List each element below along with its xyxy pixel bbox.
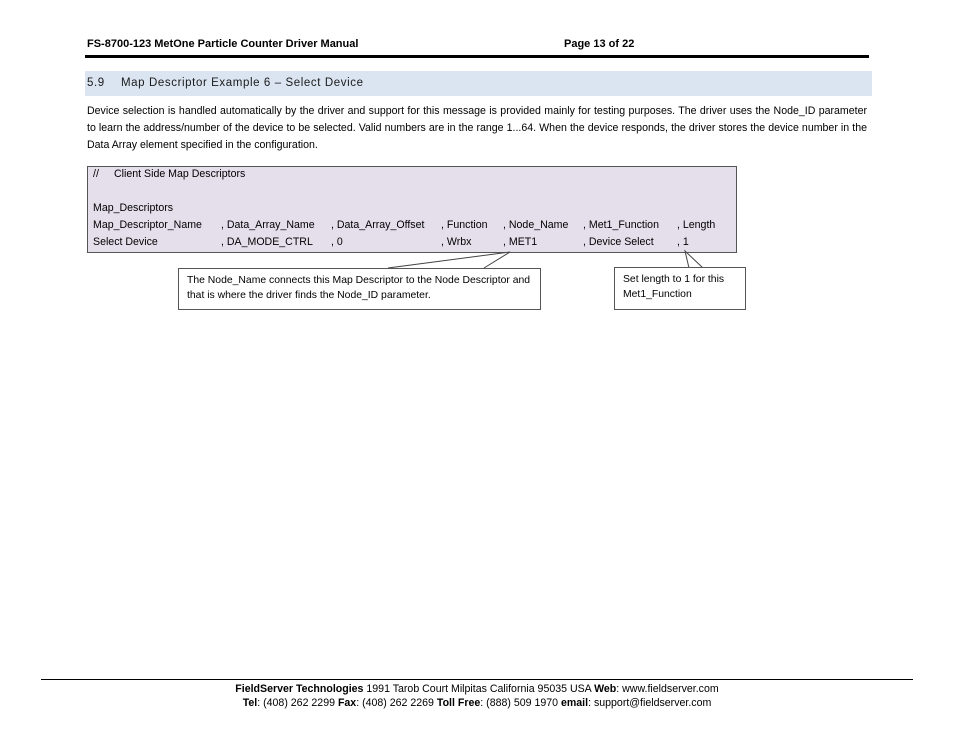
footer-tollfree-label: Toll Free xyxy=(436,697,481,709)
footer-line-1 xyxy=(0,683,954,695)
row-cell: , Wrbx xyxy=(441,236,472,248)
footer-web-link[interactable]: : www.fieldserver.com xyxy=(616,683,719,695)
footer-tel-value: : (408) 262 2299 xyxy=(257,697,338,709)
footer-tollfree-value: : (888) 509 1970 xyxy=(480,697,561,709)
header-cell: , Node_Name xyxy=(503,219,569,231)
comment-slashes: // xyxy=(93,168,99,180)
footer-address: 1991 Tarob Court Milpitas California 95035 USA xyxy=(363,683,595,695)
row-cell: , Device Select xyxy=(583,236,654,248)
header-cell: , Function xyxy=(441,219,488,231)
footer-line-2 xyxy=(0,697,954,709)
page-number: Page 13 of 22 xyxy=(564,38,635,50)
footer-email-link[interactable]: : support@fieldserver.com xyxy=(588,697,712,709)
document-title: FS-8700-123 MetOne Particle Counter Driver Manual xyxy=(87,38,359,50)
footer-fax-value: : (408) 262 2269 xyxy=(356,697,437,709)
callout-pointer-length xyxy=(685,251,703,268)
footer-email-label: email xyxy=(560,697,589,709)
footer-company: FieldServer Technologies xyxy=(235,683,364,695)
callout-node-name: The Node_Name connects this Map Descriptor to the Node Descriptor and that is where the driver finds the Node_ID parameter. xyxy=(178,268,541,310)
header-cell: , Met1_Function xyxy=(583,219,659,231)
header-cell: Map_Descriptor_Name xyxy=(93,219,202,231)
section-number: 5.9 xyxy=(87,77,105,89)
body-paragraph: Device selection is handled automatically by the driver and support for this message is provided mainly for testing purposes. The driver uses the Node_ID parameter to learn the address/number of the device to be selected. Valid numbers are in the range 1...64. When the device responds, the driver stores the device number in the Data Array element specified in the configuration. xyxy=(87,105,867,151)
footer-web-label: Web xyxy=(594,683,617,695)
callout-pointer-node-name xyxy=(388,252,510,268)
footer-fax-label: Fax xyxy=(337,697,357,709)
row-cell: , DA_MODE_CTRL xyxy=(221,236,313,248)
row-cell: , 1 xyxy=(677,236,689,248)
section-title: Map Descriptor Example 6 – Select Device xyxy=(121,77,364,89)
row-cell: Select Device xyxy=(93,236,158,248)
header-cell: , Data_Array_Name xyxy=(221,219,315,231)
callout-length: Set length to 1 for this Met1_Function xyxy=(614,267,746,310)
header-cell: , Data_Array_Offset xyxy=(331,219,425,231)
footer-rule xyxy=(41,679,913,680)
footer-tel-label: Tel xyxy=(242,697,258,709)
row-cell: , MET1 xyxy=(503,236,538,248)
comment-text: Client Side Map Descriptors xyxy=(114,168,246,180)
row-cell: , 0 xyxy=(331,236,343,248)
block-name: Map_Descriptors xyxy=(93,202,174,214)
header-cell: , Length xyxy=(677,219,716,231)
